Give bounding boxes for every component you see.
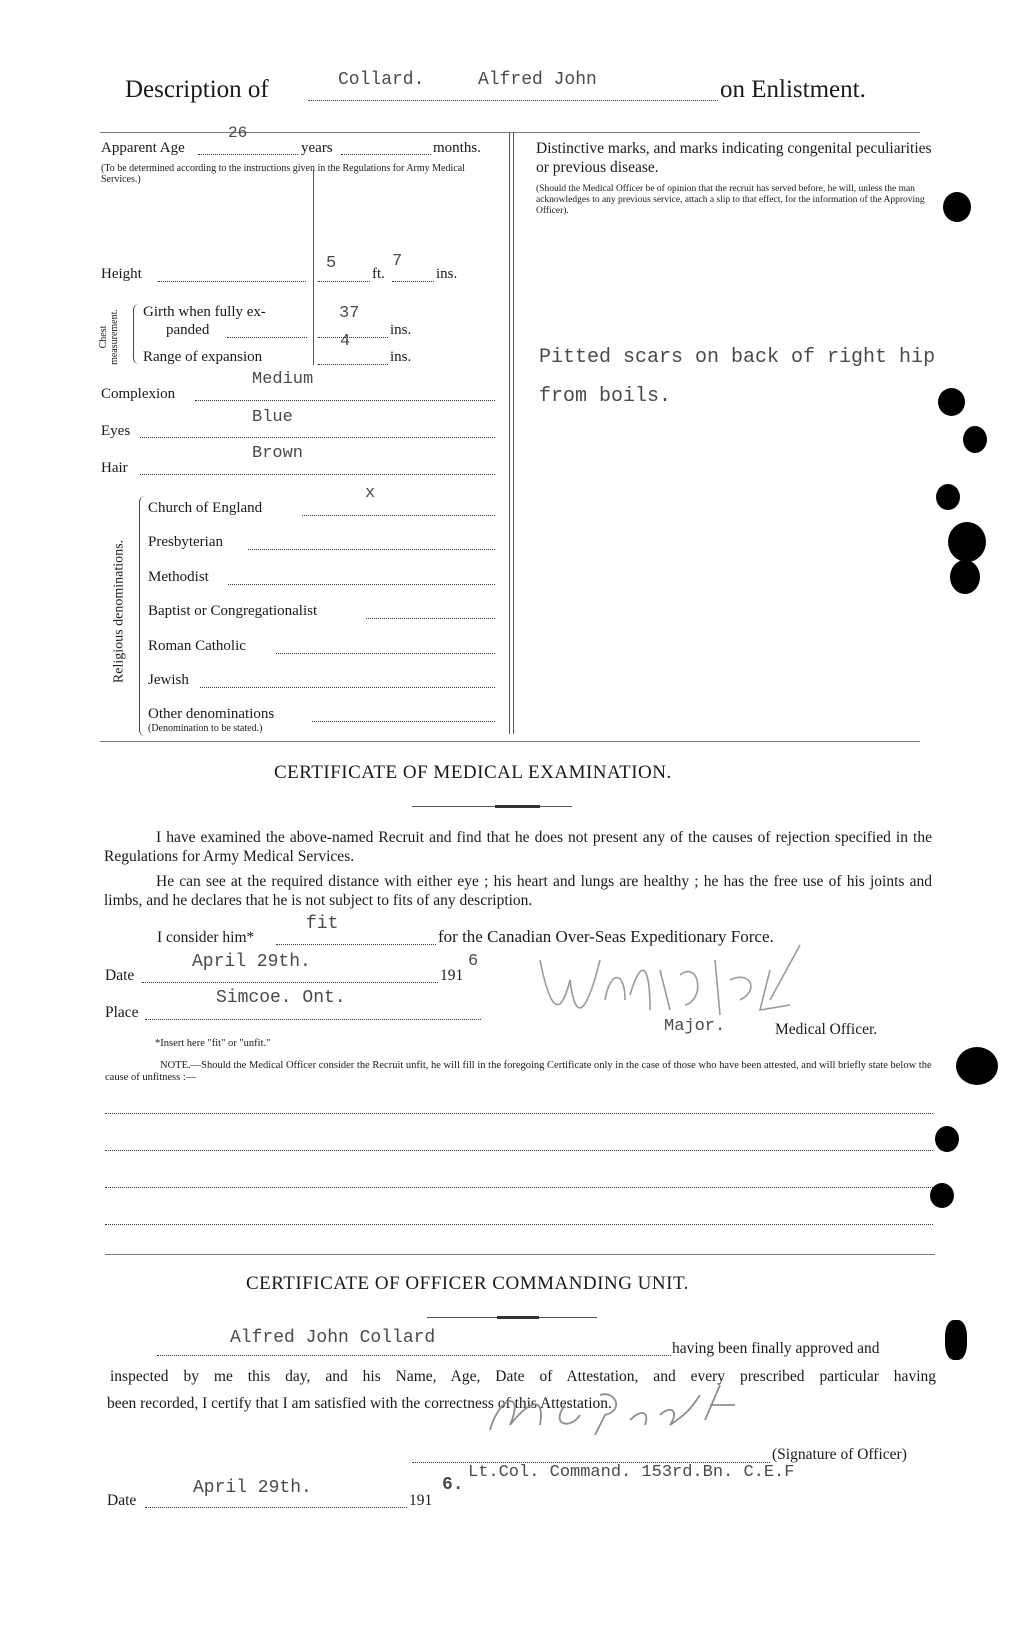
- medical-officer-label: Medical Officer.: [775, 1021, 878, 1038]
- medical-certificate-title: CERTIFICATE OF MEDICAL EXAMINATION.: [274, 762, 672, 783]
- punch-hole: [948, 522, 986, 562]
- place-value: Simcoe. Ont.: [216, 988, 346, 1008]
- hair-dots: [140, 474, 495, 475]
- religion-item-label: Church of England: [148, 500, 263, 516]
- punch-hole: [956, 1047, 998, 1085]
- other-denomination-note: (Denomination to be stated.): [148, 723, 263, 734]
- title-underline: [412, 806, 572, 807]
- punch-hole: [963, 426, 987, 453]
- religion-side-label: Religious denominations.: [111, 539, 127, 684]
- given-names-value: Alfred John: [478, 70, 597, 90]
- complexion-label: Complexion: [101, 386, 176, 402]
- eyes-value: Blue: [252, 408, 293, 427]
- religion-brace: [139, 496, 148, 736]
- chest-side-label: Chest measurement.: [98, 309, 120, 365]
- expansion-dots: [318, 364, 388, 365]
- hair-value: Brown: [252, 444, 304, 463]
- punch-hole: [950, 560, 980, 594]
- lower-rule: [105, 1254, 935, 1255]
- girth-ins-dots: [318, 337, 388, 338]
- height-in-value: 7: [392, 252, 403, 271]
- religion-item-label: Roman Catholic: [148, 638, 246, 654]
- medical-date-value: April 29th.: [192, 952, 311, 972]
- marks-note: (Should the Medical Officer be of opinion that the recruit has served before, he will, unless the man acknowledges to any previous service, attach a slip to that effect, for the information of the Approving Officer).: [536, 184, 925, 216]
- signature-label: (Signature of Officer): [772, 1446, 907, 1463]
- medical-paragraph-2: He can see at the required distance with either eye ; his heart and lungs are healthy ; he has the free use of his joints and limbs, and he declares that he is not subject to fits of any description.: [104, 873, 932, 909]
- unfit-reason-line-4: [105, 1224, 933, 1225]
- religion-dots: [302, 515, 495, 516]
- commanding-officer-title: Lt.Col. Command. 153rd.Bn. C.E.F: [468, 1463, 795, 1482]
- title-underline-mark: [495, 805, 540, 808]
- consider-dots: [276, 944, 436, 945]
- approved-name-value: Alfred John Collard: [230, 1328, 436, 1348]
- punch-hole: [943, 192, 971, 222]
- place-label: Place: [105, 1004, 139, 1021]
- title-underline-mark-2: [497, 1316, 539, 1319]
- commanding-year-prefix: 191: [409, 1492, 433, 1509]
- unfit-reason-line-1: [105, 1113, 933, 1114]
- expansion-ins-label: ins.: [390, 349, 412, 365]
- center-divider: [509, 132, 510, 734]
- age-label: Apparent Age: [101, 140, 185, 156]
- ft-dots: [318, 281, 370, 282]
- height-ft-value: 5: [326, 254, 337, 273]
- years-label: years: [301, 140, 333, 156]
- complexion-dots: [195, 400, 495, 401]
- force-text: for the Canadian Over-Seas Expeditionary Force.: [438, 927, 774, 946]
- girth-label-2: panded: [166, 322, 210, 338]
- commanding-date-label: Date: [107, 1492, 137, 1509]
- marks-heading: Distinctive marks, and marks indicating congenital peculiarities or previous disease.: [536, 140, 932, 176]
- religion-dots: [228, 584, 495, 585]
- center-divider-2: [513, 132, 514, 734]
- age-dots: [198, 154, 298, 155]
- approved-text: having been finally approved and: [672, 1340, 880, 1357]
- mid-rule: [100, 741, 920, 742]
- header-prefix: Description of: [125, 76, 269, 103]
- consider-label: I consider him*: [157, 929, 255, 946]
- height-label: Height: [101, 266, 142, 282]
- medical-year-prefix: 191: [440, 967, 464, 984]
- medical-year-digit: 6: [468, 952, 479, 971]
- punch-hole: [930, 1183, 954, 1208]
- commanding-officer-signature: [470, 1375, 770, 1445]
- medical-date-dots: [142, 982, 438, 983]
- measure-divider: [313, 170, 314, 365]
- eyes-label: Eyes: [101, 423, 131, 439]
- religion-dots: [200, 687, 495, 688]
- commanding-date-dots: [145, 1507, 407, 1508]
- marks-line-1: Pitted scars on back of right hip: [539, 346, 936, 369]
- punch-hole: [945, 1320, 967, 1360]
- punch-hole: [935, 1126, 959, 1152]
- medical-paragraph-1: I have examined the above-named Recruit and find that he does not present any of the causes of rejection specified in the Regulations for Army Medical Services.: [104, 829, 932, 865]
- girth-label-1: Girth when fully ex-: [143, 304, 266, 320]
- commanding-certificate-title: CERTIFICATE OF OFFICER COMMANDING UNIT.: [246, 1273, 689, 1294]
- age-value: 26: [228, 124, 248, 142]
- chest-brace: [133, 304, 142, 364]
- religion-dots: [276, 653, 495, 654]
- age-note: (To be determined according to the instructions given in the Regulations for Army Medical Services.): [101, 163, 465, 185]
- commanding-line-3: been recorded, I certify that I am satisfied with the correctness of this Attestation.: [107, 1395, 612, 1412]
- top-rule: [100, 132, 920, 133]
- months-dots: [341, 154, 431, 155]
- religion-item-label: Methodist: [148, 569, 209, 585]
- religion-dots: [248, 549, 495, 550]
- religion-item-label: Baptist or Congregationalist: [148, 603, 318, 619]
- insert-note: *Insert here "fit" or "unfit.": [155, 1038, 271, 1049]
- surname-value: Collard.: [338, 70, 425, 90]
- header-suffix: on Enlistment.: [720, 76, 866, 103]
- medical-note: NOTE.—Should the Medical Officer consider the Recruit unfit, he will fill in the foregoing Certificate only in the case of those who have been attested, and will briefly state below the cause of unfitness :—: [105, 1060, 932, 1083]
- commanding-line-2: inspected by me this day, and his Name, Age, Date of Attestation, and every prescribed particular having: [110, 1368, 936, 1385]
- months-label: months.: [433, 140, 481, 156]
- religion-dots: [366, 618, 495, 619]
- expansion-value: 4: [340, 332, 351, 351]
- commanding-date-value: April 29th.: [193, 1478, 312, 1498]
- religion-dots: [312, 721, 495, 722]
- hair-label: Hair: [101, 460, 128, 476]
- complexion-value: Medium: [252, 370, 314, 389]
- header-name-line: [308, 100, 718, 101]
- medical-officer-rank: Major.: [664, 1017, 726, 1036]
- marks-line-2: from boils.: [539, 385, 672, 408]
- religion-mark: x: [365, 484, 376, 503]
- medical-date-label: Date: [105, 967, 135, 984]
- religion-item-label: Presbyterian: [148, 534, 223, 550]
- ft-label: ft.: [372, 266, 385, 282]
- unfit-reason-line-3: [105, 1187, 933, 1188]
- girth-ins-label: ins.: [390, 322, 412, 338]
- height-dots: [158, 281, 306, 282]
- religion-item-label: Jewish: [148, 672, 189, 688]
- girth-value: 37: [339, 304, 360, 323]
- unfit-reason-line-2: [105, 1150, 933, 1151]
- religion-item-label: Other denominations: [148, 706, 275, 722]
- eyes-dots: [140, 437, 495, 438]
- girth-dots: [227, 337, 307, 338]
- in-dots: [392, 281, 434, 282]
- commanding-year-digit: 6.: [442, 1475, 464, 1495]
- place-dots: [145, 1019, 481, 1020]
- expansion-label: Range of expansion: [143, 349, 263, 365]
- punch-hole: [938, 388, 965, 416]
- punch-hole: [936, 484, 960, 510]
- approved-name-dots: [157, 1355, 671, 1356]
- height-ins-label: ins.: [436, 266, 458, 282]
- consider-value: fit: [306, 914, 339, 934]
